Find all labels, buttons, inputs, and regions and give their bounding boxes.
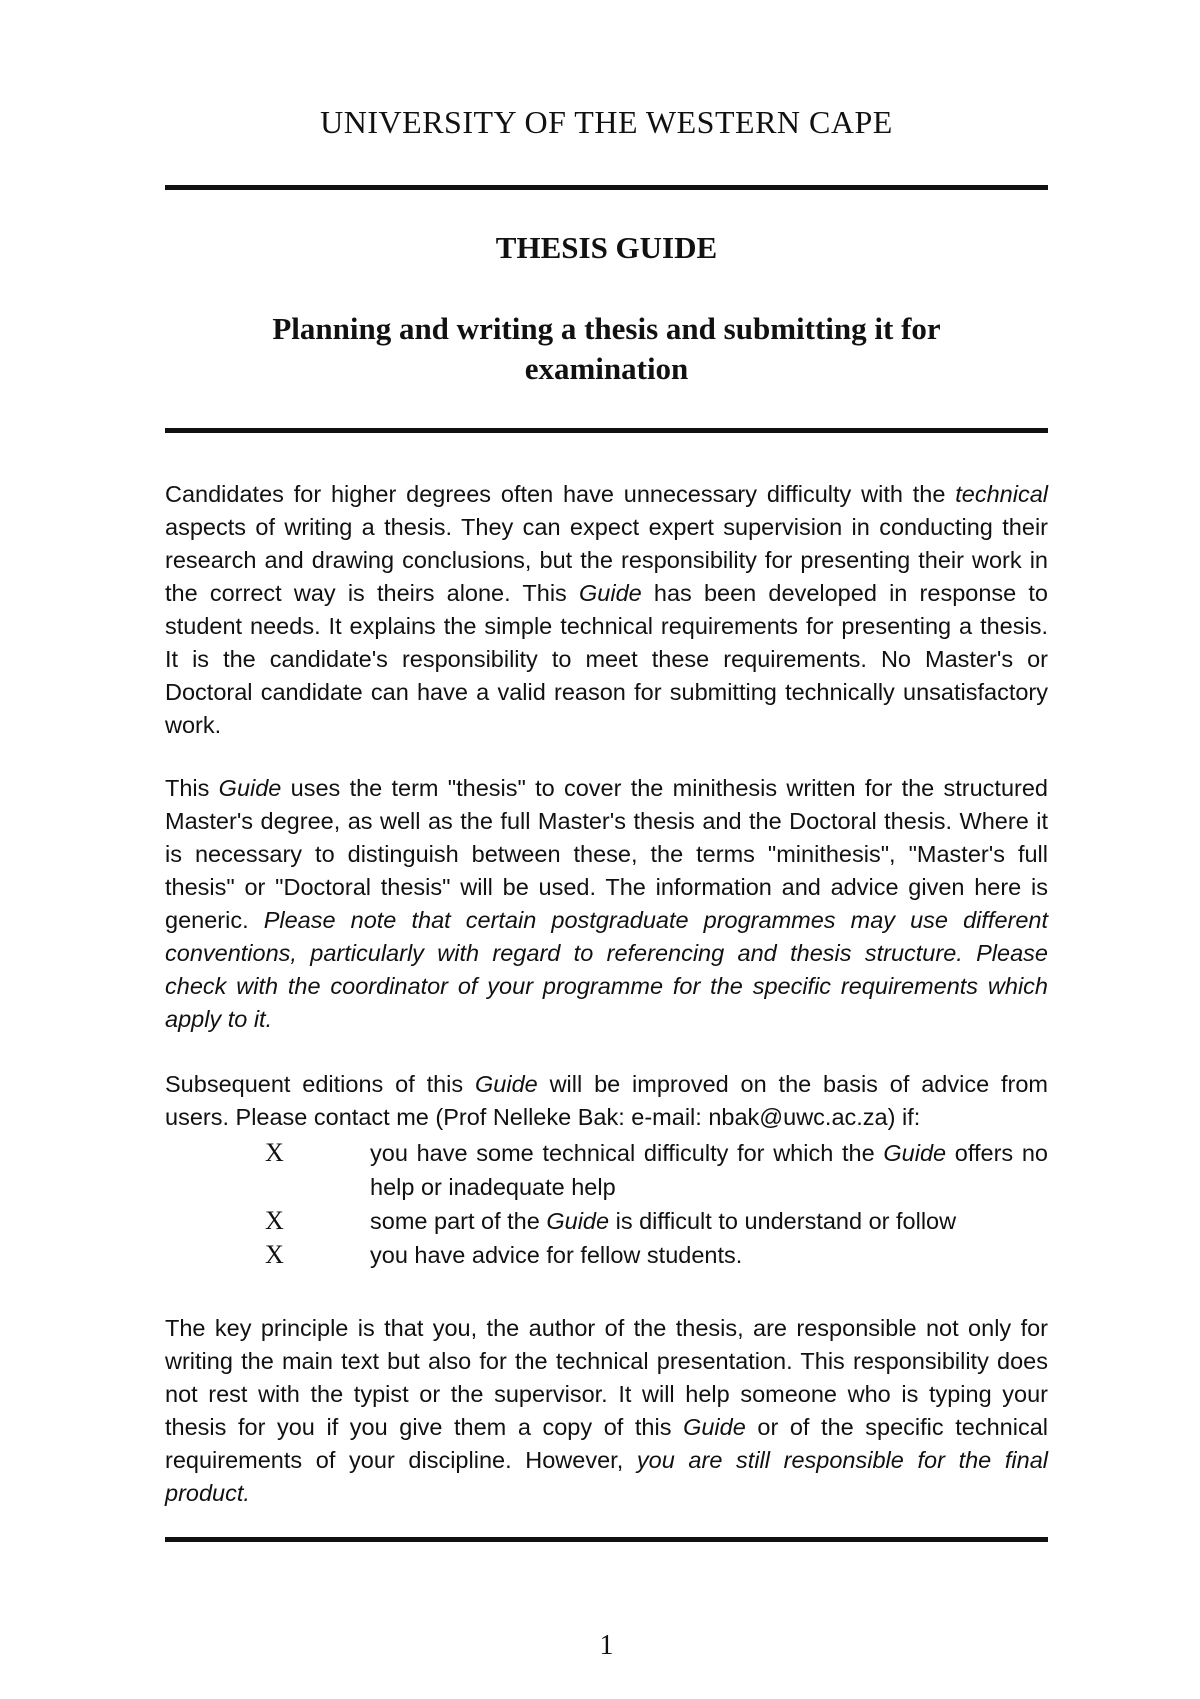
italic-text-run: Guide [683, 1414, 746, 1440]
contact-reasons-list [165, 1136, 1048, 1272]
text-run: has been developed in response to student needs. It explains the simple technical requirements for presenting a thesis. It is the candidate's responsibility to meet these requirements. No Master's or Doctoral candidate can have a valid reason for submitting technically unsatisfactory work. [165, 580, 1048, 738]
italic-text-run: Please note that certain postgraduate programmes may use different conventions, particularly with regard to referencing and thesis structure. Please check with the coordinator of your programme for the specific requirements which apply to it. [165, 907, 1049, 1032]
paragraph-contact [165, 1068, 1048, 1134]
text-run: you have advice for fellow students. [370, 1242, 743, 1268]
text-run: aspects of writing a thesis. They can expect expert supervision in conducting their research and drawing conclusions, but the responsibility for presenting their work in the correct way is theirs alone. This [165, 514, 1048, 606]
x-bullet-marker: X [265, 1240, 284, 1269]
text-run: The key principle is that you, the author of the thesis, are responsible not only for writing the main text but also for the technical presentation. This responsibility does not rest with the typist or the supervisor. It will help someone who is typing your thesis for you if you give them a copy of this [165, 1315, 1048, 1440]
list-item [165, 1238, 1048, 1272]
text-run: will be improved on the basis of advice from users. Please contact me (Prof Nelleke Bak: e-mail: nbak@uwc.ac.za) if: [165, 1071, 1048, 1130]
text-run: or of the specific technical requirements of your discipline. However, [165, 1414, 1048, 1473]
x-bullet-marker: X [265, 1206, 284, 1235]
italic-text-run: you are still responsible for the final product. [165, 1447, 1048, 1506]
italic-text-run: Guide [475, 1071, 538, 1097]
italic-text-run: Guide [218, 775, 282, 801]
university-name: UNIVERSITY OF THE WESTERN CAPE [320, 104, 893, 140]
page-number: 1 [599, 1630, 614, 1661]
horizontal-rule [165, 428, 1048, 433]
text-run: you have some technical difficulty for which the [370, 1140, 884, 1166]
text-run: some part of the [370, 1208, 547, 1234]
text-run: offers no help or inadequate help [370, 1140, 1048, 1200]
document-title: THESIS GUIDE [495, 230, 718, 265]
italic-text-run: Guide [883, 1140, 947, 1166]
x-bullet-marker: X [265, 1138, 284, 1167]
text-run: Candidates for higher degrees often have unnecessary difficulty with the [165, 481, 956, 507]
horizontal-rule [165, 1537, 1048, 1542]
document-subtitle: Planning and writing a thesis and submitting it for examination [272, 311, 941, 386]
italic-text-run: technical [955, 481, 1048, 507]
text-run: This [165, 775, 219, 801]
list-item [165, 1136, 1048, 1204]
text-run: is difficult to understand or follow [609, 1208, 957, 1234]
text-run: uses the term "thesis" to cover the minithesis written for the structured Master's degree, as well as the full Master's thesis and the Doctoral thesis. Where it is necessary to distinguish between these, the terms "minithesis", "Master's full thesis" or "Doctoral thesis" will be used. The information and advice given here is generic. [165, 775, 1048, 933]
paragraph-terminology [165, 772, 1048, 1036]
paragraph-key-principle [165, 1312, 1048, 1510]
italic-text-run: Guide [546, 1208, 610, 1234]
italic-text-run: Guide [579, 580, 642, 606]
paragraph-intro [165, 478, 1048, 742]
horizontal-rule [165, 185, 1048, 190]
text-run: Subsequent editions of this [165, 1071, 476, 1097]
list-item [165, 1204, 1048, 1238]
